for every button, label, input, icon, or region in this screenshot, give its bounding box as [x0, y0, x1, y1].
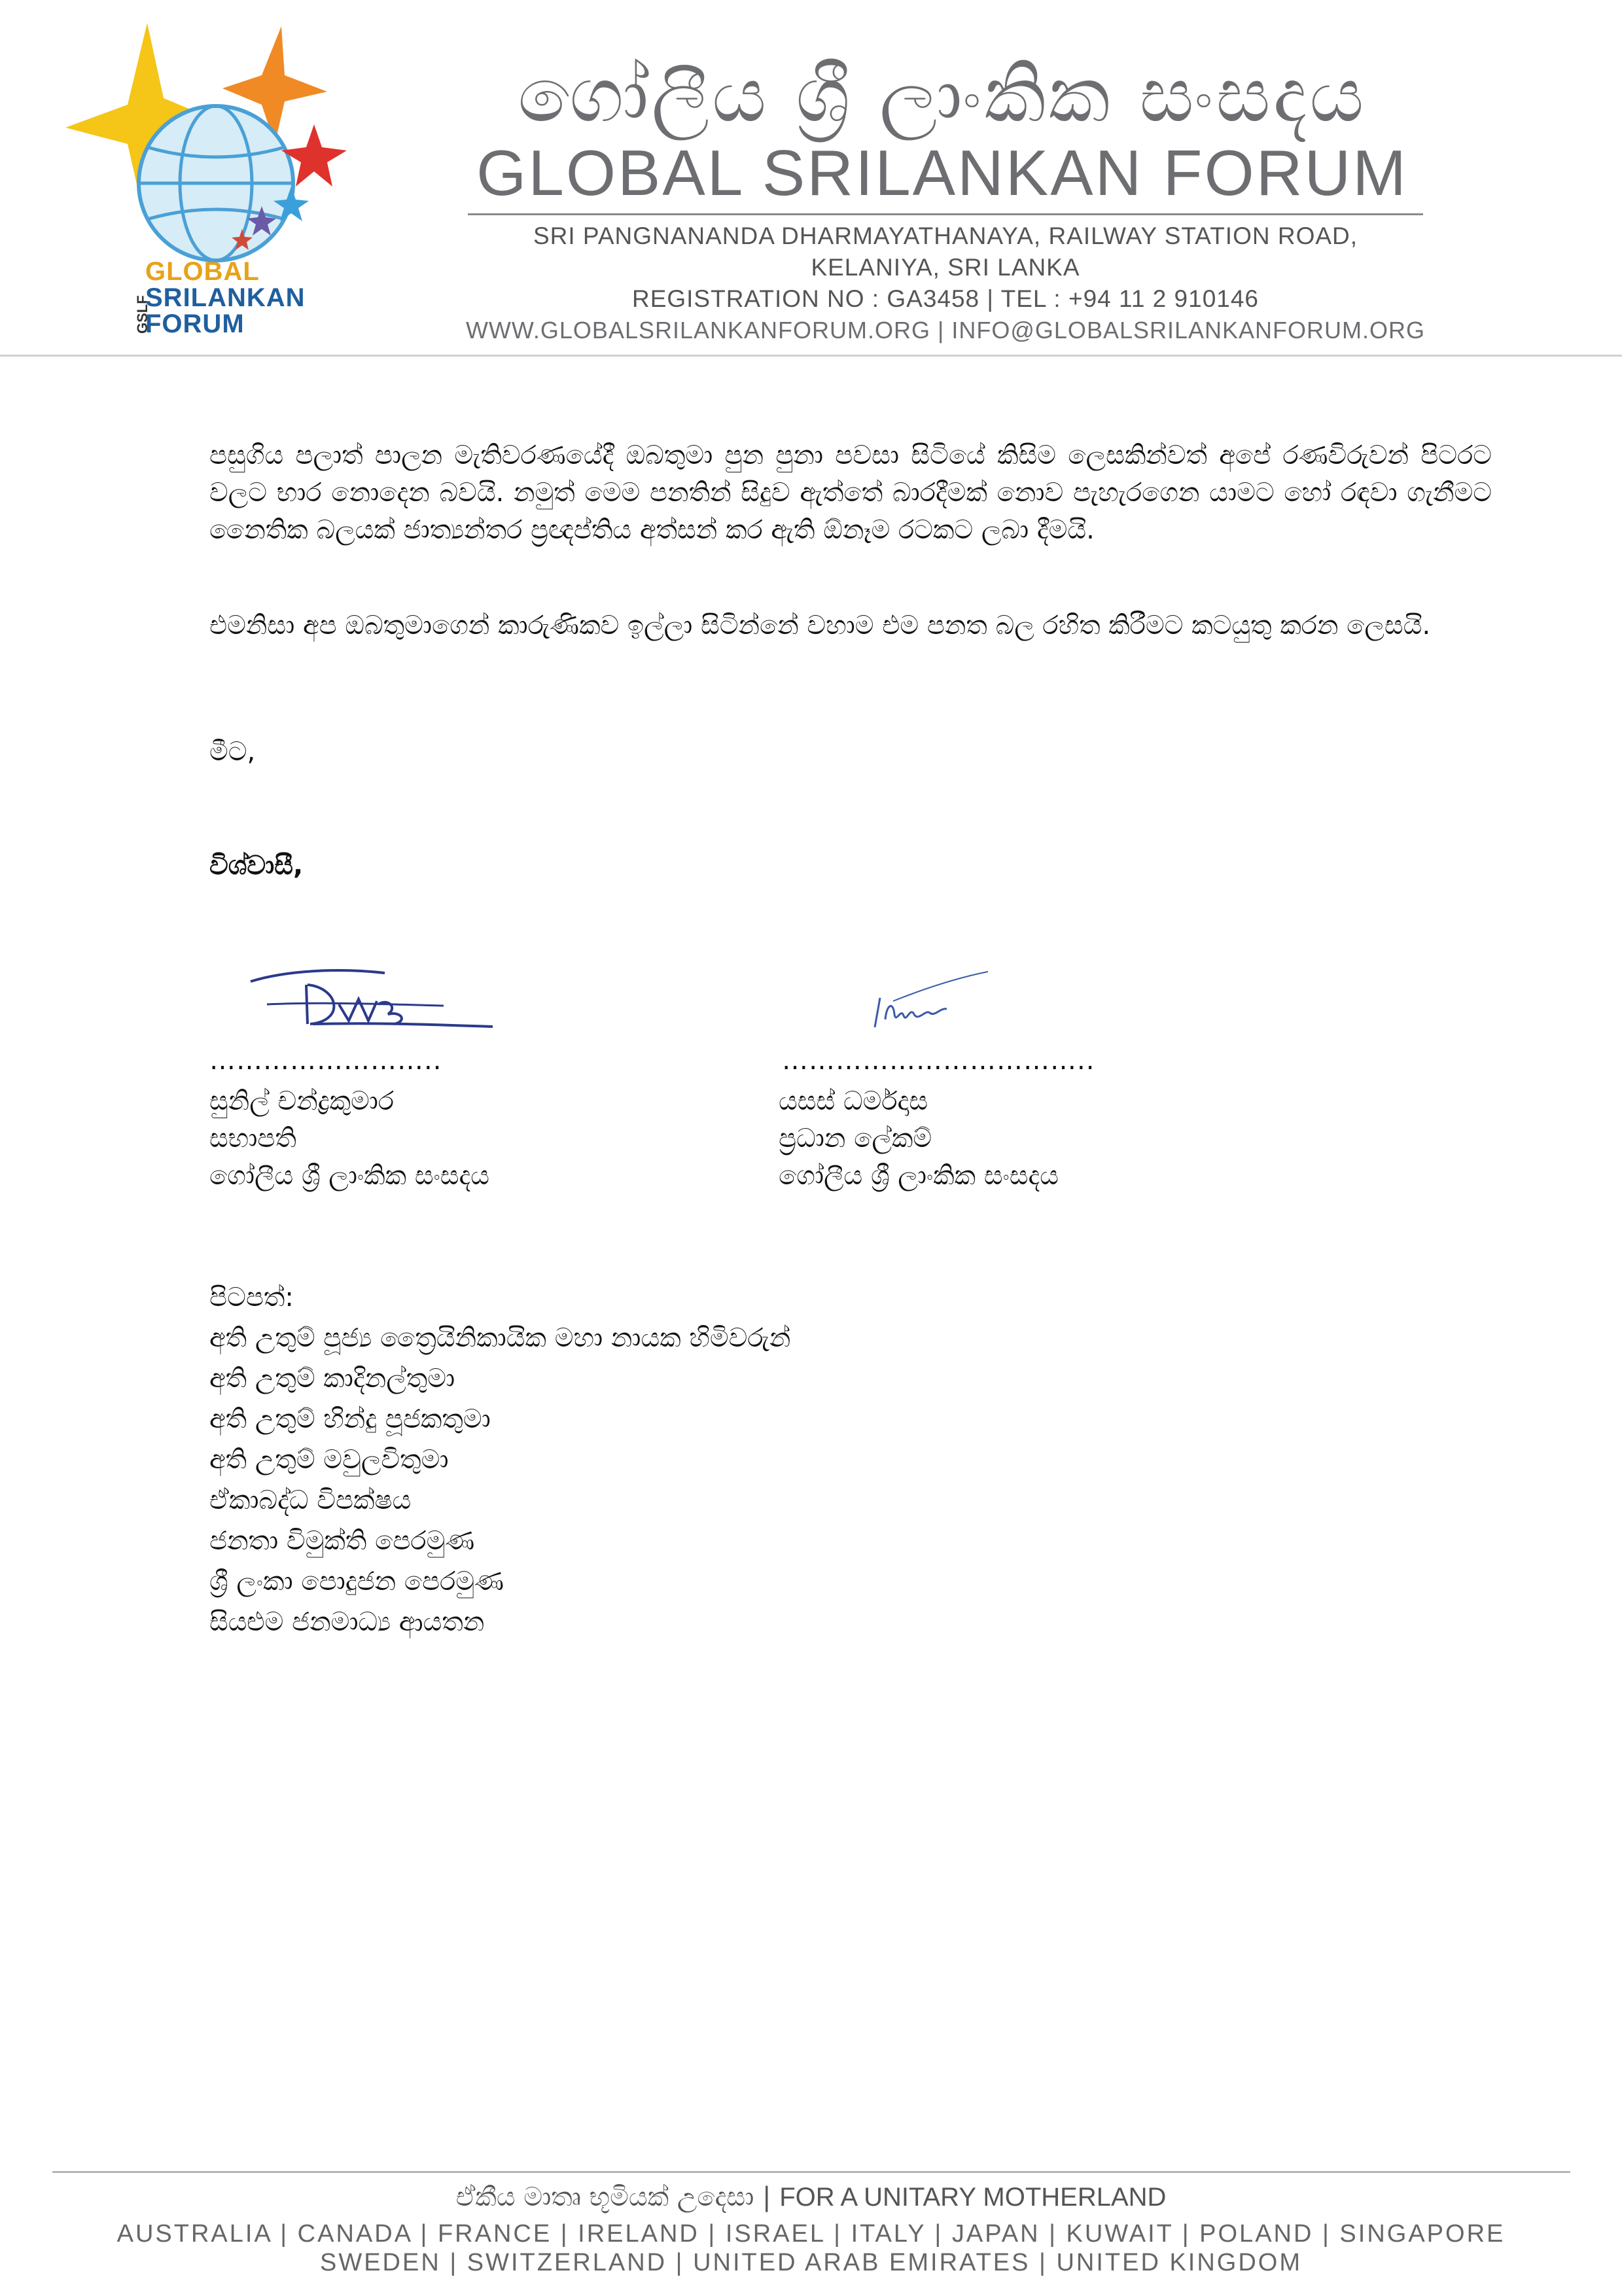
signatory-name: යසස් ධර්මදාස [779, 1086, 928, 1116]
footer-divider [52, 2171, 1570, 2173]
copy-recipient: අති උතුම් මවුලවිතුමා [209, 1445, 449, 1475]
header-divider [468, 213, 1423, 215]
registration-line: REGISTRATION NO : GA3458 | TEL : +94 11 2 910146 [631, 285, 1260, 312]
signature-secretary [867, 968, 991, 1031]
copy-recipient: අති උතුම් කාදිනල්තුමා [209, 1364, 455, 1394]
copy-recipient: අති උතුම් හින්දු පූජකතුමා [209, 1404, 491, 1434]
copy-recipient: ශ්‍රී ලංකා පොදුජන පෙරමුණ [209, 1566, 504, 1597]
copies-heading: පිටපත්: [209, 1282, 294, 1313]
body-paragraph-2: එමනිසා අප ඔබතුමාගෙන් කාරුණිකව ඉල්ලා සිටින්නේ වහාම එම පනත බල රහිත කිරීමට කටයුතු කරන ලෙසයි. [209, 610, 1431, 641]
copy-recipient: ජනතා විමුක්ති පෙරමුණ [209, 1526, 475, 1556]
logo-vertical-acronym: GSLF [134, 295, 150, 334]
signatory-title: සභාපති [209, 1123, 296, 1154]
address-line-2: KELANIYA, SRI LANKA [811, 254, 1080, 281]
page-top-divider [0, 355, 1622, 357]
motto-sinhala: ඒකීය මාතෘ භූමියක් උදෙසා [455, 2182, 754, 2212]
org-title-english: GLOBAL SRILANKAN FORUM [476, 137, 1408, 209]
logo-word-forum: FORUM [145, 309, 245, 338]
copy-recipient: අති උතුම් පූජ්‍ය ත්‍රෛයිනිකායික මහා නායක හිමිවරුන් [209, 1323, 791, 1353]
footer-motto [0, 2182, 1622, 2212]
signature-chairman [247, 959, 496, 1037]
web-email-line: WWW.GLOBALSRILANKANFORUM.ORG | INFO@GLOBALSRILANKANFORUM.ORG [465, 317, 1426, 344]
signatory-organization: ගෝලීය ශ්‍රී ලාංකික සංසදය [779, 1161, 1059, 1191]
signatory-organization: ගෝලීය ශ්‍රී ලාංකික සංසදය [209, 1161, 490, 1191]
body-paragraph-1: පසුගිය පලාත් පාලන මැතිවරණයේදී ඔබතුමා පුන පුනා පවසා සිටියේ කිසිම ලෙසකින්වත් අපේ රණවිරුවන් පිටරට වලට භාර නොදෙන බවයි. නමුත් මෙම පනතින් සිදුව ඇත්තේ බාරදීමක් නොව පැහැරගෙන යාමට හෝ රඳවා ගැනීමට නෛතික බලයක් ජාත්‍යන්තර ප්‍රඥප්තිය අත්සන් කර ඇති ඕනෑම රටකට ලබා දීමයි. [209, 440, 1492, 545]
signatory-title: ප්‍රධාන ලේකම් [779, 1123, 932, 1154]
countries-line-2: SWEDEN | SWITZERLAND | UNITED ARAB EMIRATES | UNITED KINGDOM [319, 2249, 1303, 2276]
motto-english: FOR A UNITARY MOTHERLAND [779, 2183, 1167, 2212]
copy-recipient: සියළුම ජනමාධ්‍ය ආයතන [209, 1607, 485, 1637]
org-title-sinhala: ගෝලීය ශ්‍රී ලාංකික සංසදය [518, 51, 1367, 139]
signatory-block-secretary [779, 1083, 1059, 1195]
signatory-block-chairman [209, 1083, 489, 1195]
signatory-name: සුනිල් චන්ද්‍රකුමාර [209, 1086, 395, 1116]
copy-recipient: ඒකාබද්ධ විපක්ෂය [209, 1485, 412, 1515]
salutation: මීට, [209, 737, 256, 767]
countries-line-1: AUSTRALIA | CANADA | FRANCE | IRELAND | ISRAEL | ITALY | JAPAN | KUWAIT | POLAND | SINGAPORE [116, 2220, 1506, 2248]
closing: විශ්වාසී, [209, 851, 304, 881]
motto-separator: | [754, 2182, 780, 2212]
copies-list [209, 1277, 790, 1642]
logo-word-srilankan: SRILANKAN [145, 283, 306, 312]
signature-line-2: …………………………….. [782, 1046, 1095, 1076]
signature-line-1: …………………….. [209, 1046, 442, 1076]
logo-wordmark [145, 258, 309, 337]
address-line-1: SRI PANGNANANDA DHARMAYATHANAYA, RAILWAY STATION ROAD, [533, 222, 1358, 249]
logo-word-global: GLOBAL [145, 257, 260, 286]
